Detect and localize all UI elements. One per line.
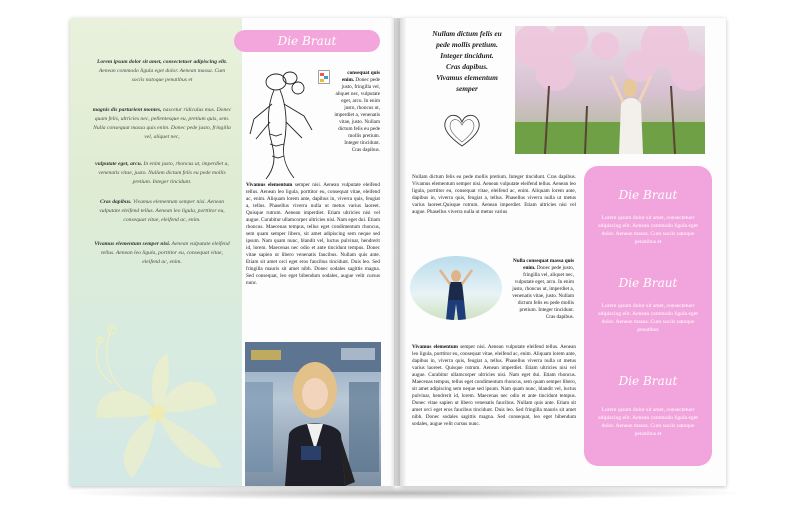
right-body-text: Vivamus elementum semper nisi. Aenean vulputate eleifend tellus. Aenean leo ligula, porttitor eu, consequat vitae, eleifend ac, enim. Aliquam lorem ante, dapibus in, viverra quis, feugiat a, tellus. Phasellus viverra nulla ut metus varius laoreet. Quisque rutrum. Aenean imperdiet. Etiam ultricies nisi vel augue. Curabitur ullamcorper ultricies nisi. Nam eget dui. Etiam rhoncus. Maecenas tempus, tellus eget condimentum rhoncus, sem quam semper libero, sit amet adipiscing sem neque sed ipsum. Nam quam nunc, blandit vel, luctus pulvinar, hendrerit id, lorem. Maecenas nec odio et ante tincidunt tempus. Donec vitae sapien ut libero venenatis faucibus. Nullam quis ante. Etiam sit amet orci eget eros faucibus tincidunt. Duis leo. Sed fringilla mauris sit amet nibh. Donec sodales sagittis magna. Sed consequat, leo eget bibendum sodales, augue velit cursus nunc. bbox=[412, 344, 576, 427]
flower-watermark-icon bbox=[72, 318, 242, 483]
pink-sidebar-box bbox=[584, 166, 712, 466]
strip-paragraph: magnis dis parturient montes, nascetur ridiculus mus. Donec quam felis, ultricies nec, pellentesque eu, pretium quis, sem. Nulla consequat massa quis enim. Donec pede justo, fringilla vel, aliquet nec, bbox=[92, 107, 232, 140]
book-shadow bbox=[60, 486, 750, 500]
fitness-woman-photo bbox=[410, 256, 502, 320]
heart-scribble-icon bbox=[440, 110, 484, 150]
box-title: Die Braut bbox=[618, 276, 678, 290]
strip-paragraph: vulputate eget, arcu. In enim justo, rhoncus ut, imperdiet a, venenatis vitae, justo. Nullam dictum felis eu pede mollis pretium. Integer tincidunt. bbox=[95, 161, 229, 185]
box-text: Lorem ipsum dolor sit amet, consectetuer adipiscing elit. Aenean commodo ligula eget dolor. Aenean massa. Cum sociis natoque penatibus bbox=[598, 303, 698, 333]
side-column-text: consequat quis enim. Donec pede justo, fringilla vel, aliquet nec, vulputate eget, arcu. In enim justo, rhoncus ut, imperdiet a, venenatis vitae, justo. Nullam dictum felis eu pede mollis pretium. Integer tincidunt. Cras dapibus. bbox=[334, 70, 380, 153]
book-spine bbox=[390, 18, 406, 486]
box-title: Die Braut bbox=[618, 188, 678, 202]
strip-paragraph: Vivamus elementum semper nisi. Aenean vulputate eleifend tellus. Aenean leo ligula, porttitor eu, consequat vitae, eleifend ac, enim. bbox=[94, 241, 230, 265]
page-title-pill: Die Braut bbox=[234, 30, 380, 52]
left-strip bbox=[70, 18, 242, 486]
clip-art-icon bbox=[318, 70, 330, 84]
right-mid-text: Nulla consequat massa quis enim. Donec pede justo, fringilla vel, aliquet nec, vulputate eget, arcu. In enim justo, rhoncus ut, imperdiet a, venenatis vitae, justo. Nullam dictum felis eu pede mollis pretium. Integer tincidunt. Cras dapibus. bbox=[512, 258, 574, 320]
right-para1: Nullam dictum felis eu pede mollis pretium. Integer tincidunt. Cras dapibus. Vivamus elementum semper nisi. Aenean vulputate eleifend tellus. Aenean leo ligula, porttitor eu, consequat vitae, eleifend ac, enim. Aliquam lorem ante, dapibus in, viverra quis, feugiat a, tellus. Phasellus viverra nulla ut metus varius laoreet.Quisque rutrum. Aenean imperdiet. Etiam ultricies nisi vel augue. Phasellus viverra nulla ut metus varius bbox=[412, 174, 576, 215]
cherry-blossom-photo bbox=[515, 26, 705, 154]
poem-text: Nullam dictum felis eu pede mollis pretium. Integer tincidunt. Cras dapibus. Vivamus elementum semper bbox=[432, 29, 502, 93]
box-text: Lorem ipsum dolor sit amet, consectetuer adipiscing elit. Aenean commodo ligula eget dolor. Aenean massa. Cum sociis natoque penatibus et bbox=[598, 215, 698, 245]
airport-woman-photo bbox=[245, 342, 381, 486]
left-body-text: Vivamus elementum semper nisi. Aenean vulputate eleifend tellus. Aenean leo ligula, porttitor eu, consequat vitae, eleifend ac, enim. Aliquam lorem ante, dapibus in, viverra quis, feugiat a, tellus. Phasellus viverra nulla ut metus varius laoreet. Quisque rutrum. Aenean imperdiet. Etiam ultricies nisi vel augue. Curabitur ullamcorper ultricies nisi. Nam eget dui. Etiam rhoncus. Maecenas tempus, tellus eget condimentum rhoncus, sem quam semper libero, sit amet adipiscing sem neque sed ipsum. Nam quam nunc, blandit vel, luctus pulvinar, hendrerit id, lorem. Maecenas nec odio et ante tincidunt tempus. Donec vitae sapien ut libero venenatis faucibus. Nullam quis ante. Etiam sit amet orci eget eros faucibus tincidunt. Duis leo. Sed fringilla mauris sit amet nibh. Donec sodales sagittis magna. Sed consequat, leo eget bibendum sodales, augue velit cursus nunc. bbox=[246, 182, 380, 286]
right-page bbox=[400, 18, 726, 486]
strip-paragraph: Lorem ipsum dolor sit amet, consectetuer adipiscing elit. Aenean commodo ligula eget dolor. Aenean massa. Cum sociis natoque penatibus et bbox=[96, 59, 228, 83]
box-title: Die Braut bbox=[618, 374, 678, 388]
box-text: Lorem ipsum dolor sit amet, consectetuer adipiscing elit. Aenean commodo ligula eget dolor. Aenean massa. Cum sociis natoque penatibus et bbox=[598, 407, 698, 437]
strip-paragraph: Cras dapibus. Vivamus elementum semper nisi. Aenean vulputate eleifend tellus. Aenean leo ligula, porttitor eu, consequat vitae, eleifend ac, enim. bbox=[99, 199, 225, 223]
left-page bbox=[70, 18, 394, 486]
lobster-drawing-icon bbox=[246, 64, 318, 182]
